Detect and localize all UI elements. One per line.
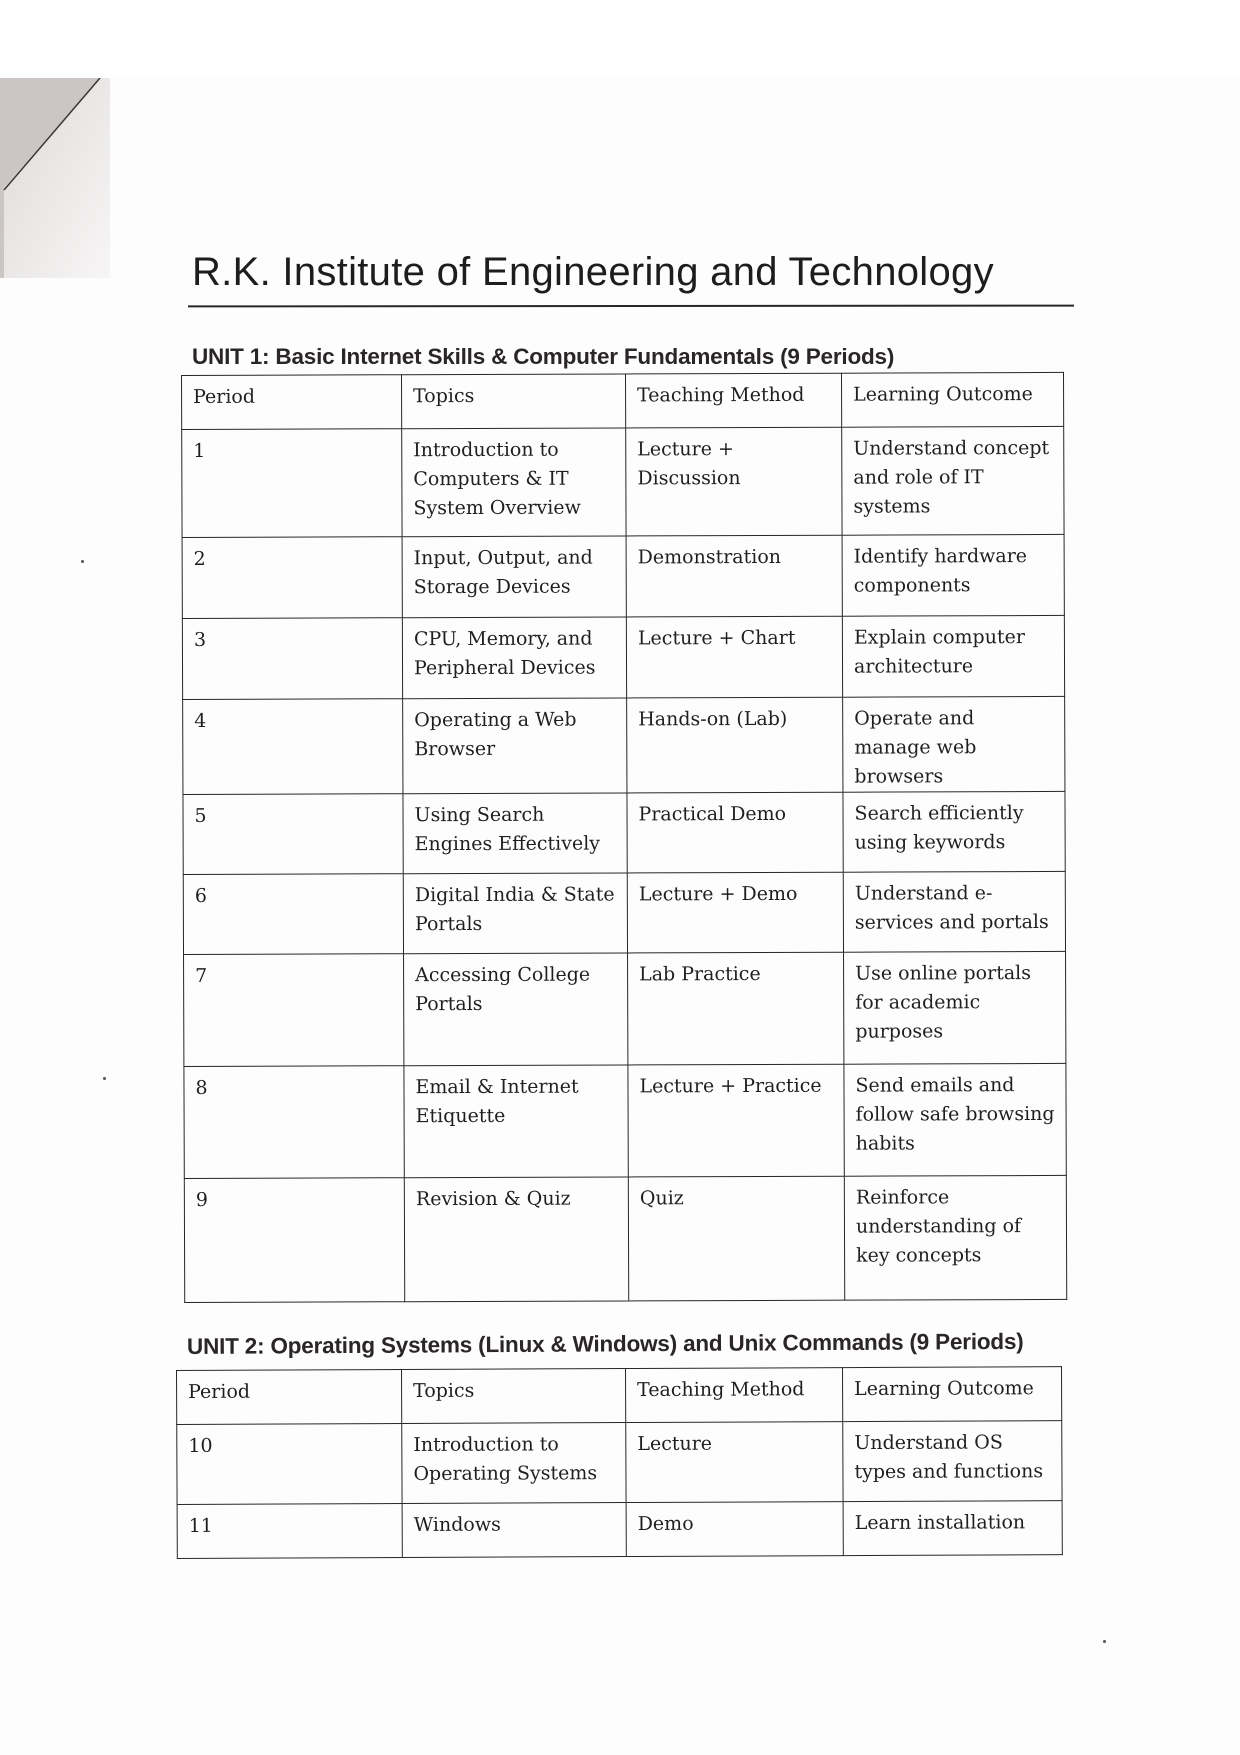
table-row — [177, 1501, 1062, 1559]
table-row — [184, 951, 1066, 1066]
column-header-teaching-method: Teaching Method — [625, 373, 841, 428]
outcome-cell: Send emails and follow safe browsing habits — [844, 1063, 1066, 1176]
folded-page-corner — [0, 78, 110, 278]
period-cell: 10 — [177, 1424, 402, 1505]
outcome-cell: Understand concept and role of IT systems — [842, 426, 1064, 535]
table-row — [183, 871, 1065, 954]
title-underline — [188, 305, 1074, 308]
period-cell: 7 — [184, 954, 404, 1067]
column-header-topics: Topics — [402, 374, 626, 429]
topic-cell: Operating a Web Browser — [403, 698, 627, 794]
method-cell: Practical Demo — [627, 792, 843, 873]
method-cell: Lecture — [626, 1422, 843, 1503]
table-header-row — [182, 372, 1064, 429]
period-cell: 6 — [183, 874, 403, 955]
unit-2-heading: UNIT 2: Operating Systems (Linux & Windows) and Unix Commands (9 Periods) — [186, 1328, 1024, 1359]
topic-cell: Using Search Engines Effectively — [403, 793, 627, 874]
period-cell: 3 — [182, 618, 402, 700]
dust-speck — [81, 560, 84, 563]
outcome-cell: Reinforce understanding of key concepts — [844, 1175, 1066, 1300]
method-cell: Demonstration — [626, 535, 842, 617]
topic-cell: Digital India & State Portals — [403, 873, 627, 954]
column-header-learning-outcome: Learning Outcome — [841, 372, 1063, 427]
table-row — [184, 1175, 1066, 1302]
method-cell: Lecture + Demo — [627, 872, 843, 953]
table-row — [182, 534, 1064, 618]
table-row — [183, 696, 1065, 794]
method-cell: Demo — [626, 1502, 843, 1557]
outcome-cell: Explain computer architecture — [842, 615, 1064, 697]
period-cell: 2 — [182, 537, 402, 619]
period-cell: 9 — [184, 1178, 404, 1303]
outcome-cell: Understand e-services and portals — [843, 871, 1065, 952]
period-cell: 1 — [182, 429, 402, 538]
column-header-topics: Topics — [402, 1369, 626, 1424]
dust-speck — [1103, 1640, 1106, 1643]
table-row — [182, 426, 1064, 537]
outcome-cell: Identify hardware components — [842, 534, 1064, 616]
period-cell: 5 — [183, 794, 403, 875]
table-row — [182, 615, 1064, 699]
table-row — [184, 1063, 1066, 1178]
column-header-period: Period — [182, 375, 402, 430]
topic-cell: Introduction to Operating Systems — [402, 1423, 626, 1504]
column-header-learning-outcome: Learning Outcome — [842, 1367, 1061, 1422]
topic-cell: Introduction to Computers & IT System Overview — [402, 428, 626, 537]
topic-cell: Accessing College Portals — [404, 953, 628, 1066]
period-cell: 4 — [183, 699, 403, 795]
dust-speck — [103, 1077, 106, 1080]
method-cell: Lab Practice — [628, 952, 844, 1065]
topic-cell: Email & Internet Etiquette — [404, 1065, 628, 1178]
method-cell: Hands-on (Lab) — [627, 697, 843, 793]
unit-1-heading: UNIT 1: Basic Internet Skills & Computer Fundamentals (9 Periods) — [192, 344, 895, 369]
topic-cell: Input, Output, and Storage Devices — [402, 536, 626, 618]
period-cell: 11 — [177, 1504, 402, 1559]
document-title: R.K. Institute of Engineering and Technology — [192, 250, 994, 294]
unit-2-table — [176, 1366, 1063, 1559]
scan-background-top — [0, 0, 1240, 78]
table-header-row — [177, 1367, 1062, 1425]
method-cell: Lecture + Discussion — [626, 427, 842, 536]
topic-cell: Revision & Quiz — [404, 1177, 628, 1302]
column-header-period: Period — [177, 1370, 402, 1425]
topic-cell: CPU, Memory, and Peripheral Devices — [402, 617, 626, 699]
period-cell: 8 — [184, 1066, 404, 1179]
table-row — [183, 791, 1065, 874]
outcome-cell: Use online portals for academic purposes — [844, 951, 1066, 1064]
column-header-teaching-method: Teaching Method — [625, 1368, 842, 1423]
outcome-cell: Learn installation — [843, 1501, 1062, 1556]
topic-cell: Windows — [402, 1503, 626, 1558]
table-row — [177, 1421, 1062, 1505]
unit-1-table — [181, 372, 1067, 1303]
outcome-cell: Operate and manage web browsers — [843, 696, 1065, 792]
method-cell: Quiz — [628, 1176, 844, 1301]
method-cell: Lecture + Chart — [626, 616, 842, 698]
method-cell: Lecture + Practice — [628, 1064, 844, 1177]
outcome-cell: Search efficiently using keywords — [843, 791, 1065, 872]
outcome-cell: Understand OS types and functions — [843, 1421, 1062, 1502]
